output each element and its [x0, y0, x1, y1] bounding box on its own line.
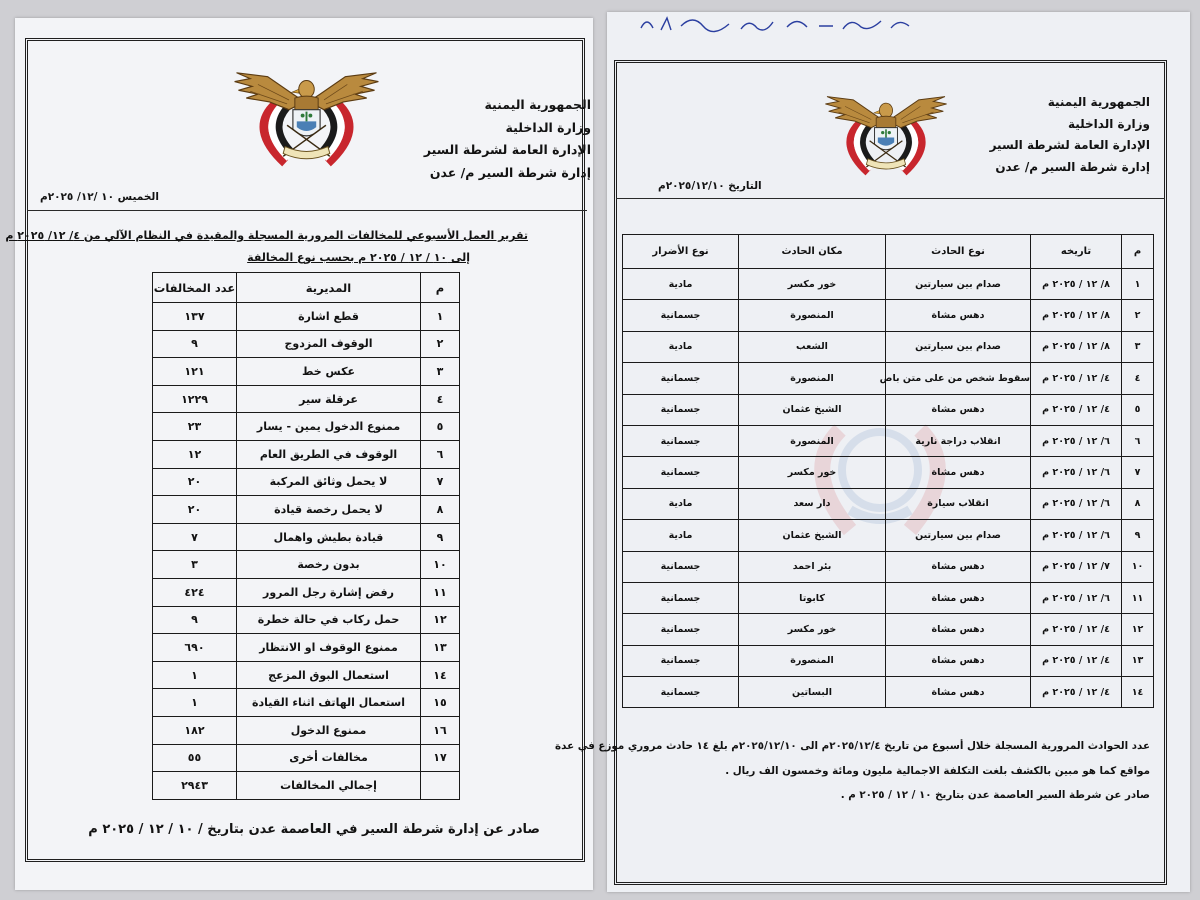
header-no: م	[421, 273, 460, 303]
cell-date: ٤/ ١٢ / ٢٠٢٥ م	[1031, 645, 1122, 676]
cell-no: ٥	[421, 413, 460, 441]
summary-line-2: مواقع كما هو مبين بالكشف بلغت التكلفة الاجمالية مليون ومائة وخمسون الف ريال .	[725, 764, 1150, 777]
cell-no: ٨	[421, 496, 460, 524]
cell-count: ٤٢٤	[153, 578, 237, 606]
letterhead	[990, 92, 1150, 179]
header-type: نوع الحادث	[886, 235, 1031, 269]
cell-violation: قيادة بطيش واهمال	[237, 523, 421, 551]
accidents-table	[622, 234, 1154, 708]
cell-count: ٢٠	[153, 496, 237, 524]
cell-no: ٩	[421, 523, 460, 551]
cell-damage: مادية	[623, 488, 739, 519]
table-row	[153, 385, 460, 413]
cell-damage: مادية	[623, 331, 739, 362]
table-row	[153, 440, 460, 468]
cell-date: ٦/ ١٢ / ٢٠٢٥ م	[1031, 457, 1122, 488]
eagle-emblem-icon	[820, 90, 952, 176]
cell-no: ١١	[421, 578, 460, 606]
table-row	[153, 303, 460, 331]
header-place: مكان الحادث	[739, 235, 886, 269]
letterhead-ministry: وزارة الداخلية	[505, 119, 591, 135]
cell-damage: جسمانية	[623, 645, 739, 676]
cell-no: ١٢	[1122, 614, 1154, 645]
letterhead-office: إدارة شرطة السير م/ عدن	[429, 164, 591, 180]
cell-violation: استعمال البوق المزعج	[237, 661, 421, 689]
table-row	[153, 496, 460, 524]
report-date: التاريخ ٢٠٢٥/١٢/١٠م	[658, 180, 762, 192]
total-value: ٢٩٤٣	[153, 772, 237, 800]
table-row	[623, 269, 1154, 300]
cell-violation: ممنوع الدخول	[237, 716, 421, 744]
cell-no: ١٦	[421, 716, 460, 744]
cell-damage: جسمانية	[623, 363, 739, 394]
cell-place: المنصورة	[739, 425, 886, 456]
cell-no: ٢	[1122, 300, 1154, 331]
cell-type: انقلاب دراجة نارية	[886, 425, 1031, 456]
cell-date: ٦/ ١٢ / ٢٠٢٥ م	[1031, 425, 1122, 456]
table-row	[623, 394, 1154, 425]
cell-no: ١٧	[421, 744, 460, 772]
cell-damage: جسمانية	[623, 300, 739, 331]
header-violation: المديرية	[237, 273, 421, 303]
cell-date: ٤/ ١٢ / ٢٠٢٥ م	[1031, 677, 1122, 708]
table-row	[623, 363, 1154, 394]
table-row	[623, 582, 1154, 613]
cell-damage: جسمانية	[623, 394, 739, 425]
table-row	[153, 413, 460, 441]
cell-no: ١٤	[1122, 677, 1154, 708]
violations-report-page	[5, 18, 593, 890]
cell-date: ٨/ ١٢ / ٢٠٢٥ م	[1031, 331, 1122, 362]
header-count: عدد المخالفات	[153, 273, 237, 303]
cell-violation: رفض إشارة رجل المرور	[237, 578, 421, 606]
cell-count: ٦٩٠	[153, 634, 237, 662]
cell-no: ٧	[1122, 457, 1154, 488]
cell-damage: جسمانية	[623, 551, 739, 582]
letterhead-department: الإدارة العامة لشرطة السير	[989, 138, 1150, 153]
cell-type: دهس مشاة	[886, 300, 1031, 331]
cell-damage: مادية	[623, 269, 739, 300]
cell-type: دهس مشاة	[886, 677, 1031, 708]
cell-type: دهس مشاة	[886, 614, 1031, 645]
cell-no: ٨	[1122, 488, 1154, 519]
issued-by-footer: صادر عن إدارة شرطة السير في العاصمة عدن بتاريخ / ١٠ / ١٢ / ٢٠٢٥ م	[88, 822, 540, 837]
cell-no: ٢	[421, 330, 460, 358]
cell-place: خور مكسر	[739, 457, 886, 488]
cell-date: ٦/ ١٢ / ٢٠٢٥ م	[1031, 520, 1122, 551]
table-row	[153, 551, 460, 579]
table-row	[623, 614, 1154, 645]
total-no-cell	[421, 772, 460, 800]
cell-type: دهس مشاة	[886, 394, 1031, 425]
cell-no: ١٣	[421, 634, 460, 662]
cell-no: ١٠	[1122, 551, 1154, 582]
cell-no: ١٤	[421, 661, 460, 689]
table-row	[153, 716, 460, 744]
cell-place: الشعب	[739, 331, 886, 362]
table-row	[153, 634, 460, 662]
header-divider	[27, 210, 587, 211]
table-row	[153, 689, 460, 717]
report-date: الخميس ١٠ /١٢/ ٢٠٢٥م	[40, 191, 159, 203]
table-row	[153, 330, 460, 358]
cell-no: ١٠	[421, 551, 460, 579]
cell-damage: جسمانية	[623, 582, 739, 613]
eagle-emblem-icon	[228, 65, 385, 167]
cell-place: المنصورة	[739, 363, 886, 394]
header-damage: نوع الأضرار	[623, 235, 739, 269]
table-header-row	[623, 235, 1154, 269]
cell-no: ٤	[421, 385, 460, 413]
cell-no: ١	[421, 303, 460, 331]
cell-type: انقلاب سيارة	[886, 488, 1031, 519]
table-row	[153, 661, 460, 689]
cell-place: خور مكسر	[739, 269, 886, 300]
cell-place: المنصورة	[739, 645, 886, 676]
cell-no: ٣	[1122, 331, 1154, 362]
cell-violation: ممنوع الدخول يمين - يسار	[237, 413, 421, 441]
cell-type: دهس مشاة	[886, 582, 1031, 613]
header-divider	[616, 198, 1165, 199]
total-row	[153, 772, 460, 800]
header-date: تاريخه	[1031, 235, 1122, 269]
handwritten-scribble	[637, 12, 917, 34]
cell-place: المنصورة	[739, 300, 886, 331]
letterhead	[424, 94, 591, 184]
cell-violation: لا يحمل وثائق المركبة	[237, 468, 421, 496]
table-row	[623, 488, 1154, 519]
summary-line-1: عدد الحوادث المرورية المسجلة خلال أسبوع من تاريخ ٢٠٢٥/١٢/٤م الى ٢٠٢٥/١٢/١٠م بلغ ١٤ حادث مروري موزع في عدة	[555, 740, 1150, 752]
cell-place: بئر احمد	[739, 551, 886, 582]
cell-type: دهس مشاة	[886, 551, 1031, 582]
cell-no: ١١	[1122, 582, 1154, 613]
cell-place: خور مكسر	[739, 614, 886, 645]
cell-no: ٣	[421, 358, 460, 386]
table-row	[623, 645, 1154, 676]
cell-type: صدام بين سيارتين	[886, 520, 1031, 551]
cell-damage: جسمانية	[623, 677, 739, 708]
cell-no: ١٥	[421, 689, 460, 717]
cell-place: دار سعد	[739, 488, 886, 519]
cell-count: ٥٥	[153, 744, 237, 772]
cell-date: ٦/ ١٢ / ٢٠٢٥ م	[1031, 582, 1122, 613]
cell-no: ٩	[1122, 520, 1154, 551]
cell-count: ١	[153, 661, 237, 689]
cell-violation: بدون رخصة	[237, 551, 421, 579]
table-row	[153, 468, 460, 496]
cell-count: ٢٣	[153, 413, 237, 441]
cell-place: الشيخ عثمان	[739, 520, 886, 551]
cell-no: ٤	[1122, 363, 1154, 394]
table-row	[153, 358, 460, 386]
cell-no: ٦	[421, 440, 460, 468]
violations-table	[152, 272, 460, 800]
cell-type: دهس مشاة	[886, 457, 1031, 488]
cell-damage: مادية	[623, 520, 739, 551]
cell-count: ١٢	[153, 440, 237, 468]
cell-damage: جسمانية	[623, 425, 739, 456]
table-row	[623, 551, 1154, 582]
cell-place: كابوتا	[739, 582, 886, 613]
cell-count: ١٢٢٩	[153, 385, 237, 413]
table-row	[153, 578, 460, 606]
cell-date: ٤/ ١٢ / ٢٠٢٥ م	[1031, 363, 1122, 394]
cell-count: ١٨٢	[153, 716, 237, 744]
cell-date: ٦/ ١٢ / ٢٠٢٥ م	[1031, 488, 1122, 519]
cell-no: ٥	[1122, 394, 1154, 425]
table-header-row	[153, 273, 460, 303]
cell-date: ٨/ ١٢ / ٢٠٢٥ م	[1031, 269, 1122, 300]
cell-violation: قطع اشارة	[237, 303, 421, 331]
summary-line-3: صادر عن شرطة السير العاصمة عدن بتاريخ ١٠ / ١٢ / ٢٠٢٥ م .	[840, 789, 1150, 801]
cell-violation: ممنوع الوقوف او الانتظار	[237, 634, 421, 662]
cell-place: البساتين	[739, 677, 886, 708]
cell-violation: حمل ركاب في حالة خطرة	[237, 606, 421, 634]
cell-count: ٢٠	[153, 468, 237, 496]
cell-type: دهس مشاة	[886, 645, 1031, 676]
report-title-line-2: إلى ١٠ / ١٢ / ٢٠٢٥ م بحسب نوع المخالفة	[247, 251, 470, 264]
cell-violation: الوقوف المزدوج	[237, 330, 421, 358]
cell-no: ١٣	[1122, 645, 1154, 676]
cell-type: صدام بين سيارتين	[886, 269, 1031, 300]
cell-violation: الوقوف في الطريق العام	[237, 440, 421, 468]
cell-date: ٤/ ١٢ / ٢٠٢٥ م	[1031, 394, 1122, 425]
table-row	[153, 744, 460, 772]
letterhead-country: الجمهورية اليمنية	[1047, 95, 1150, 109]
cell-violation: استعمال الهاتف اثناء القيادة	[237, 689, 421, 717]
summary-notes	[555, 734, 1150, 808]
cell-place: الشيخ عثمان	[739, 394, 886, 425]
header-no: م	[1122, 235, 1154, 269]
table-row	[153, 523, 460, 551]
cell-count: ٩	[153, 606, 237, 634]
cell-type: سقوط شخص من على متن باص	[886, 363, 1031, 394]
cell-count: ٣	[153, 551, 237, 579]
cell-count: ٩	[153, 330, 237, 358]
table-row	[623, 331, 1154, 362]
table-row	[623, 300, 1154, 331]
cell-no: ٧	[421, 468, 460, 496]
cell-damage: جسمانية	[623, 614, 739, 645]
cell-violation: عرقلة سير	[237, 385, 421, 413]
total-label: إجمالي المخالفات	[237, 772, 421, 800]
accidents-report-page	[555, 12, 1190, 892]
letterhead-office: إدارة شرطة السير م/ عدن	[995, 160, 1150, 175]
table-row	[623, 457, 1154, 488]
table-row	[623, 677, 1154, 708]
cell-date: ٤/ ١٢ / ٢٠٢٥ م	[1031, 614, 1122, 645]
cell-no: ٦	[1122, 425, 1154, 456]
cell-count: ١٣٧	[153, 303, 237, 331]
cell-count: ١٢١	[153, 358, 237, 386]
letterhead-department: الإدارة العامة لشرطة السير	[423, 142, 591, 157]
report-title-line-1: تقرير العمل الأسبوعي للمخالفات المرورية المسجلة والمقيدة في النظام الآلي من ٤/ ١٢/ ٢٠٢٥ م	[5, 229, 528, 242]
cell-no: ١٢	[421, 606, 460, 634]
cell-date: ٧/ ١٢ / ٢٠٢٥ م	[1031, 551, 1122, 582]
letterhead-ministry: وزارة الداخلية	[1067, 116, 1150, 131]
cell-type: صدام بين سيارتين	[886, 331, 1031, 362]
cell-violation: مخالفات أخرى	[237, 744, 421, 772]
cell-violation: عكس خط	[237, 358, 421, 386]
letterhead-country: الجمهورية اليمنية	[484, 97, 591, 112]
table-row	[153, 606, 460, 634]
cell-damage: جسمانية	[623, 457, 739, 488]
table-row	[623, 520, 1154, 551]
cell-violation: لا يحمل رخصة قيادة	[237, 496, 421, 524]
cell-count: ١	[153, 689, 237, 717]
cell-date: ٨/ ١٢ / ٢٠٢٥ م	[1031, 300, 1122, 331]
table-row	[623, 425, 1154, 456]
cell-no: ١	[1122, 269, 1154, 300]
cell-count: ٧	[153, 523, 237, 551]
